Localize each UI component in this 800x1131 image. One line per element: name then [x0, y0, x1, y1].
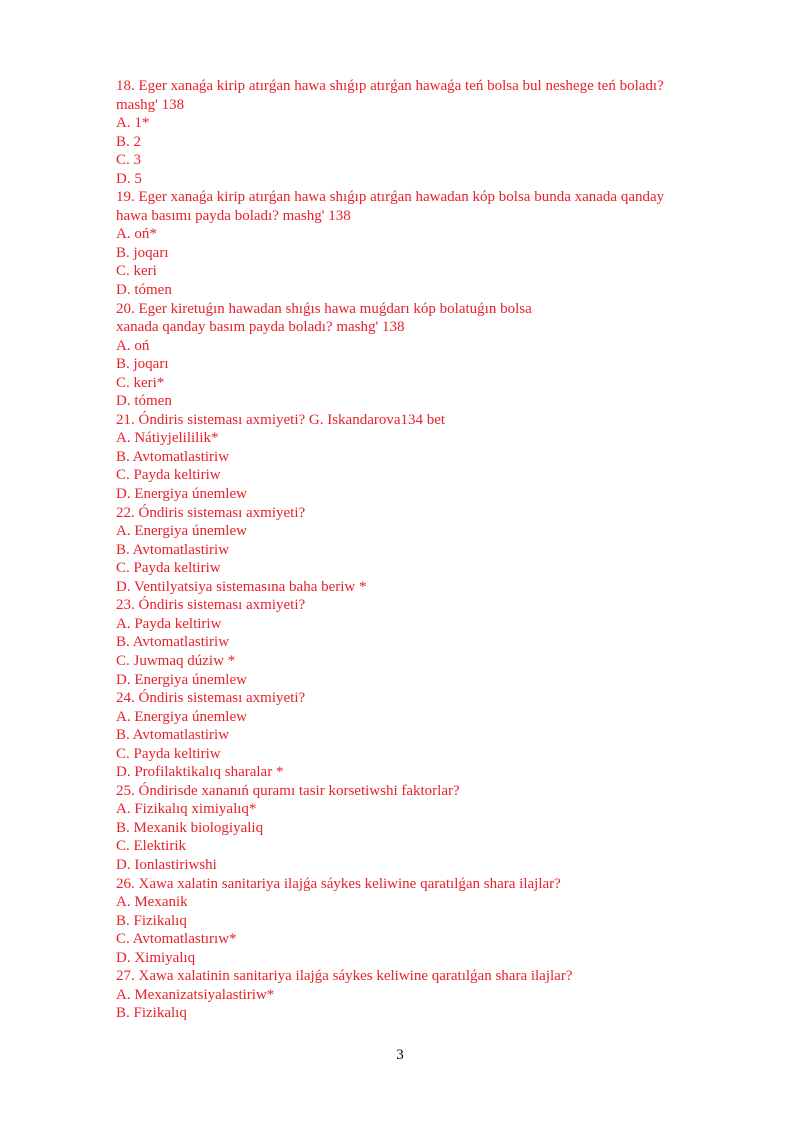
question-text: 23. Óndiris sisteması axmiyeti?: [116, 597, 306, 614]
page-number: 3: [396, 1047, 404, 1063]
answer-option: B. joqarı: [116, 356, 169, 373]
question-block: [116, 300, 736, 411]
question-block: [116, 411, 736, 504]
answer-option: B. Avtomatlastiriw: [116, 448, 230, 465]
answer-option: C. Elektirik: [116, 838, 186, 855]
question-text: 20. Eger kiretuǵın hawadan shıǵıs hawa muǵdarı kóp bolatuǵın bolsa xanada qanday basım payda boladı? mashg' 138: [116, 300, 532, 336]
answer-option: A. 1*: [116, 115, 150, 132]
answer-option: A. Mexanizatsiyalastiriw*: [116, 986, 275, 1003]
answer-option: C. keri*: [116, 374, 165, 391]
answer-option: D. Ventilyatsiya sistemasına baha beriw *: [116, 578, 367, 595]
answer-option: B. 2: [116, 133, 142, 150]
question-block: [116, 77, 736, 188]
answer-option: D. 5: [116, 170, 142, 187]
answer-option: C. keri: [116, 263, 157, 280]
question-text: 19. Eger xanaǵa kirip atırǵan hawa shıǵıp atırǵan hawadan kóp bolsa bunda xanada qanday hawa basımı payda boladı? mashg' 138: [116, 189, 665, 224]
answer-option: A. Mexanik: [116, 894, 188, 911]
answer-option: C. Payda keltiriw: [116, 745, 221, 762]
answer-option: A. Nátiyjelililik*: [116, 430, 219, 447]
question-text: 21. Óndiris sisteması axmiyeti? G. Iskandarova134 bet: [116, 411, 446, 428]
question-text: 26. Xawa xalatin sanitariya ilajǵa sáykes keliwine qaratılǵan shara ilajlar?: [116, 875, 561, 892]
answer-option: A. Energiya únemlew: [116, 523, 247, 540]
answer-option: A. oń: [116, 337, 150, 354]
question-block: [116, 689, 736, 782]
question-text: 22. Óndiris sisteması axmiyeti?: [116, 504, 306, 521]
question-block: [116, 504, 736, 597]
question-block: [116, 596, 736, 689]
question-text: 27. Xawa xalatinin sanitariya ilajǵa sáykes keliwine qaratılǵan shara ilajlar?: [116, 968, 573, 985]
question-text: 24. Óndiris sisteması axmiyeti?: [116, 690, 306, 707]
question-text: 25. Óndirisde xananıń quramı tasir korsetiwshi faktorlar?: [116, 782, 460, 799]
answer-option: C. Payda keltiriw: [116, 467, 221, 484]
question-block: [116, 188, 736, 299]
question-block: [116, 967, 736, 1023]
question-block: [116, 782, 736, 875]
answer-option: D. Profilaktikalıq sharalar *: [116, 764, 284, 781]
document-body: [116, 77, 736, 1023]
answer-option: A. Fizikalıq ximiyalıq*: [116, 801, 257, 818]
answer-option: D. tómen: [116, 393, 172, 410]
question-block: [116, 875, 736, 968]
answer-option: C. 3: [116, 152, 142, 169]
answer-option: A. Energiya únemlew: [116, 708, 247, 725]
question-text: 18. Eger xanaǵa kirip atırǵan hawa shıǵıp atırǵan hawaǵa teń bolsa bul neshege teń boladı? mashg' 138: [116, 78, 664, 113]
answer-option: C. Payda keltiriw: [116, 560, 221, 577]
answer-option: B. Mexanik biologiyaliq: [116, 819, 264, 836]
answer-option: C. Avtomatlastırıw*: [116, 931, 237, 948]
answer-option: D. Ionlastiriwshi: [116, 856, 217, 873]
answer-option: D. Energiya únemlew: [116, 671, 247, 688]
answer-option: B. Avtomatlastiriw: [116, 727, 230, 744]
answer-option: A. oń*: [116, 226, 157, 243]
answer-option: A. Payda keltiriw: [116, 615, 222, 632]
answer-option: B. Avtomatlastiriw: [116, 634, 230, 651]
answer-option: B. joqarı: [116, 244, 169, 261]
answer-option: C. Juwmaq dúziw *: [116, 652, 236, 669]
answer-option: B. Fizikalıq: [116, 912, 187, 929]
answer-option: D. Ximiyalıq: [116, 949, 196, 966]
answer-option: B. Avtomatlastiriw: [116, 541, 230, 558]
answer-option: B. Fizikalıq: [116, 1005, 187, 1022]
answer-option: D. Energiya únemlew: [116, 486, 247, 503]
answer-option: D. tómen: [116, 282, 172, 299]
